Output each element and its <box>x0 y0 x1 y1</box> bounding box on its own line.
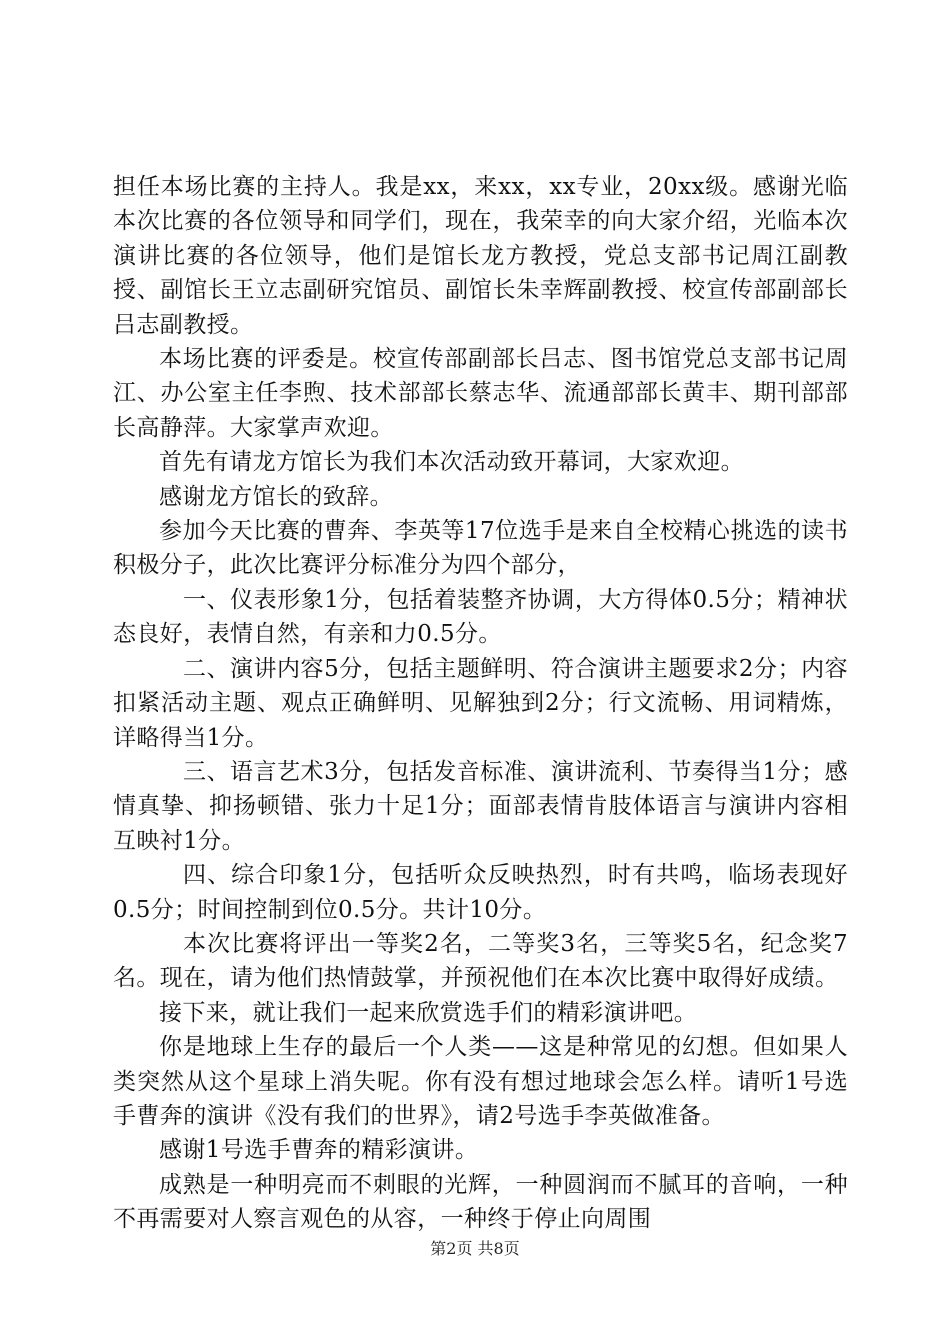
paragraph-speaker-1-intro: 你是地球上生存的最后一个人类——这是种常见的幻想。但如果人类突然从这个星球上消失呢。你有没有想过地球会怎么样。请听1号选手曹奔的演讲《没有我们的世界》，请2号选手李英做准备。 <box>113 1034 848 1129</box>
paragraph-criterion-content: 二、演讲内容5分，包括主题鲜明、符合演讲主题要求2分；内容扣紧活动主题、观点正确鲜明、见解独到2分；行文流畅、用词精炼，详略得当1分。 <box>113 655 848 751</box>
page-number-footer: 第2页 共8页 <box>430 1239 520 1258</box>
paragraph-judges: 本场比赛的评委是。校宣传部副部长吕志、图书馆党总支部书记周江、办公室主任李煦、技术部部长蔡志华、流通部部长黄丰、期刊部部长高静萍。大家掌声欢迎。 <box>113 346 848 441</box>
paragraph-criterion-impression: 四、综合印象1分，包括听众反映热烈，时有共鸣，临场表现好0.5分；时间控制到位0.5分。共计10分。 <box>113 862 848 923</box>
paragraph-maturity: 成熟是一种明亮而不刺眼的光辉，一种圆润而不腻耳的音响，一种不再需要对人察言观色的从容，一种终于停止向周围 <box>113 1171 848 1233</box>
paragraph-awards: 本次比赛将评出一等奖2名，二等奖3名，三等奖5名，纪念奖7名。现在，请为他们热情鼓掌，并预祝他们在本次比赛中取得好成绩。 <box>113 930 848 992</box>
paragraph-contestants: 参加今天比赛的曹奔、李英等17位选手是来自全校精心挑选的读书积极分子，此次比赛评分标准分为四个部分， <box>113 518 848 579</box>
paragraph-transition: 接下来，就让我们一起来欣赏选手们的精彩演讲吧。 <box>159 999 698 1026</box>
paragraph-criterion-language: 三、语言艺术3分，包括发音标准、演讲流利、节奏得当1分；感情真挚、抑扬顿错、张力十足1分；面部表情肯肢体语言与演讲内容相互映衬1分。 <box>113 758 848 854</box>
paragraph-thanks-director: 感谢龙方馆长的致辞。 <box>159 483 393 510</box>
paragraph-opening-speech: 首先有请龙方馆长为我们本次活动致开幕词，大家欢迎。 <box>159 449 744 476</box>
paragraph-criterion-appearance: 一、仪表形象1分，包括着装整齐协调，大方得体0.5分；精神状态良好，表情自然，有亲和力0.5分。 <box>113 586 848 648</box>
paragraph-speaker-1-thanks: 感谢1号选手曹奔的精彩演讲。 <box>159 1137 479 1164</box>
paragraph-host-intro: 担任本场比赛的主持人。我是xx，来xx，xx专业，20xx级。感谢光临本次比赛的各位领导和同学们，现在，我荣幸的向大家介绍，光临本次演讲比赛的各位领导，他们是馆长龙方教授，党总支部书记周江副教授、副馆长王立志副研究馆员、副馆长朱幸辉副教授、校宣传部副部长吕志副教授。 <box>113 174 848 338</box>
document-body <box>113 170 848 1237</box>
